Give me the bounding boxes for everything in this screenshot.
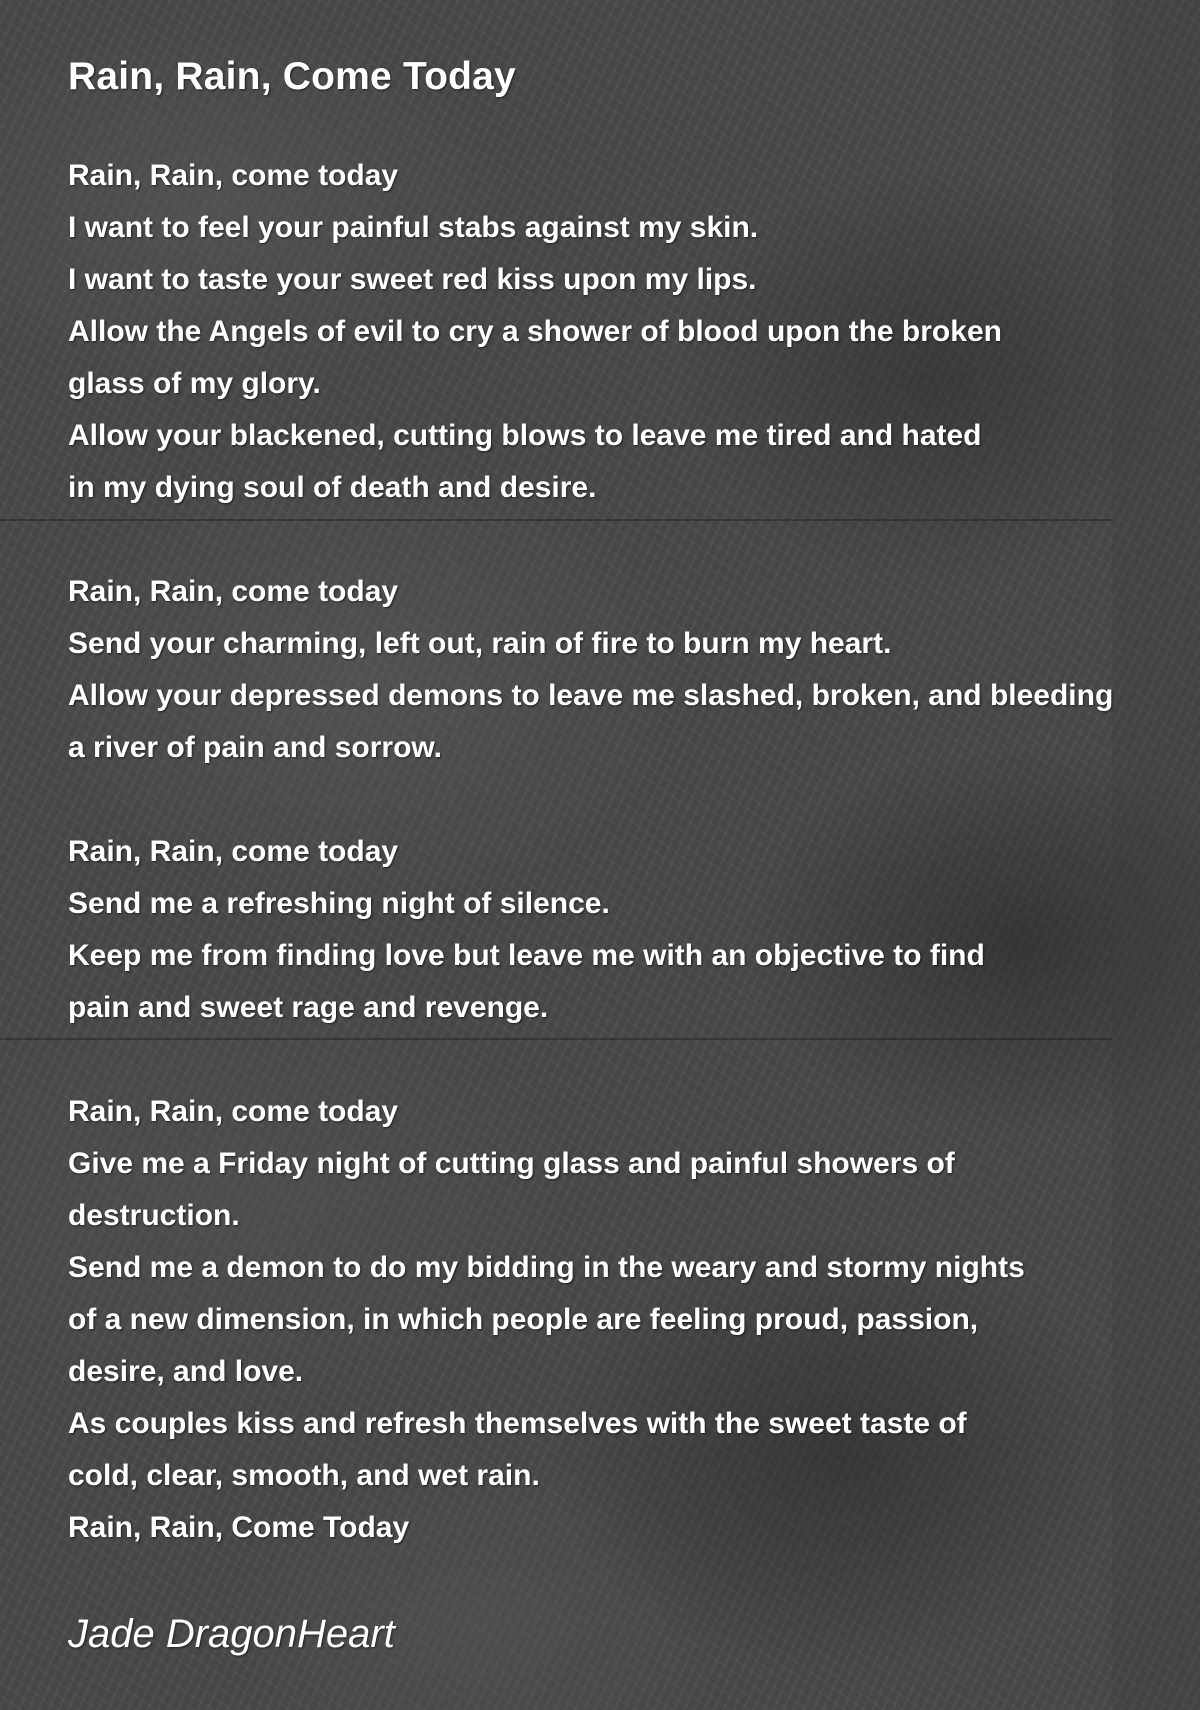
poem-line: pain and sweet rage and revenge. (68, 991, 549, 1024)
poem-line: As couples kiss and refresh themselves with the sweet taste of (68, 1407, 967, 1440)
poem-title: Rain, Rain, Come Today (68, 55, 516, 98)
poem-line: Send me a refreshing night of silence. (68, 887, 610, 920)
poem-line: Rain, Rain, come today (68, 1095, 399, 1128)
poem-line: Give me a Friday night of cutting glass and painful showers of (68, 1147, 955, 1180)
poem-line: Rain, Rain, come today (68, 575, 399, 608)
stanza-3 (68, 826, 1200, 1034)
poem-line: Rain, Rain, Come Today (68, 1511, 410, 1544)
poem-line: of a new dimension, in which people are feeling proud, passion, (68, 1303, 979, 1336)
poem-line: in my dying soul of death and desire. (68, 471, 597, 504)
poem-line: I want to feel your painful stabs against my skin. (68, 211, 759, 244)
stanza-1 (68, 150, 1200, 514)
poem-line: Rain, Rain, come today (68, 835, 399, 868)
poem-line: a river of pain and sorrow. (68, 731, 442, 764)
poem-line: desire, and love. (68, 1355, 304, 1388)
poem-line: Keep me from finding love but leave me with an objective to find (68, 939, 985, 972)
poem-line: I want to taste your sweet red kiss upon my lips. (68, 263, 757, 296)
poem-line: Send your charming, left out, rain of fire to burn my heart. (68, 627, 892, 660)
poem-line: cold, clear, smooth, and wet rain. (68, 1459, 540, 1492)
poem-author: Jade DragonHeart (68, 1612, 395, 1656)
poem-line: Rain, Rain, come today (68, 159, 399, 192)
poem-line: Allow your blackened, cutting blows to leave me tired and hated (68, 419, 982, 452)
stanza-2 (68, 566, 1200, 774)
poem-body (68, 150, 1200, 1554)
poem-line: glass of my glory. (68, 367, 321, 400)
poem-line: Allow the Angels of evil to cry a shower of blood upon the broken (68, 315, 1002, 348)
poem-line: destruction. (68, 1199, 240, 1232)
poem-line: Allow your depressed demons to leave me slashed, broken, and bleeding (68, 679, 1114, 712)
poem-line: Send me a demon to do my bidding in the weary and stormy nights (68, 1251, 1025, 1284)
stanza-4 (68, 1086, 1200, 1554)
poem-page (68, 46, 1200, 1606)
